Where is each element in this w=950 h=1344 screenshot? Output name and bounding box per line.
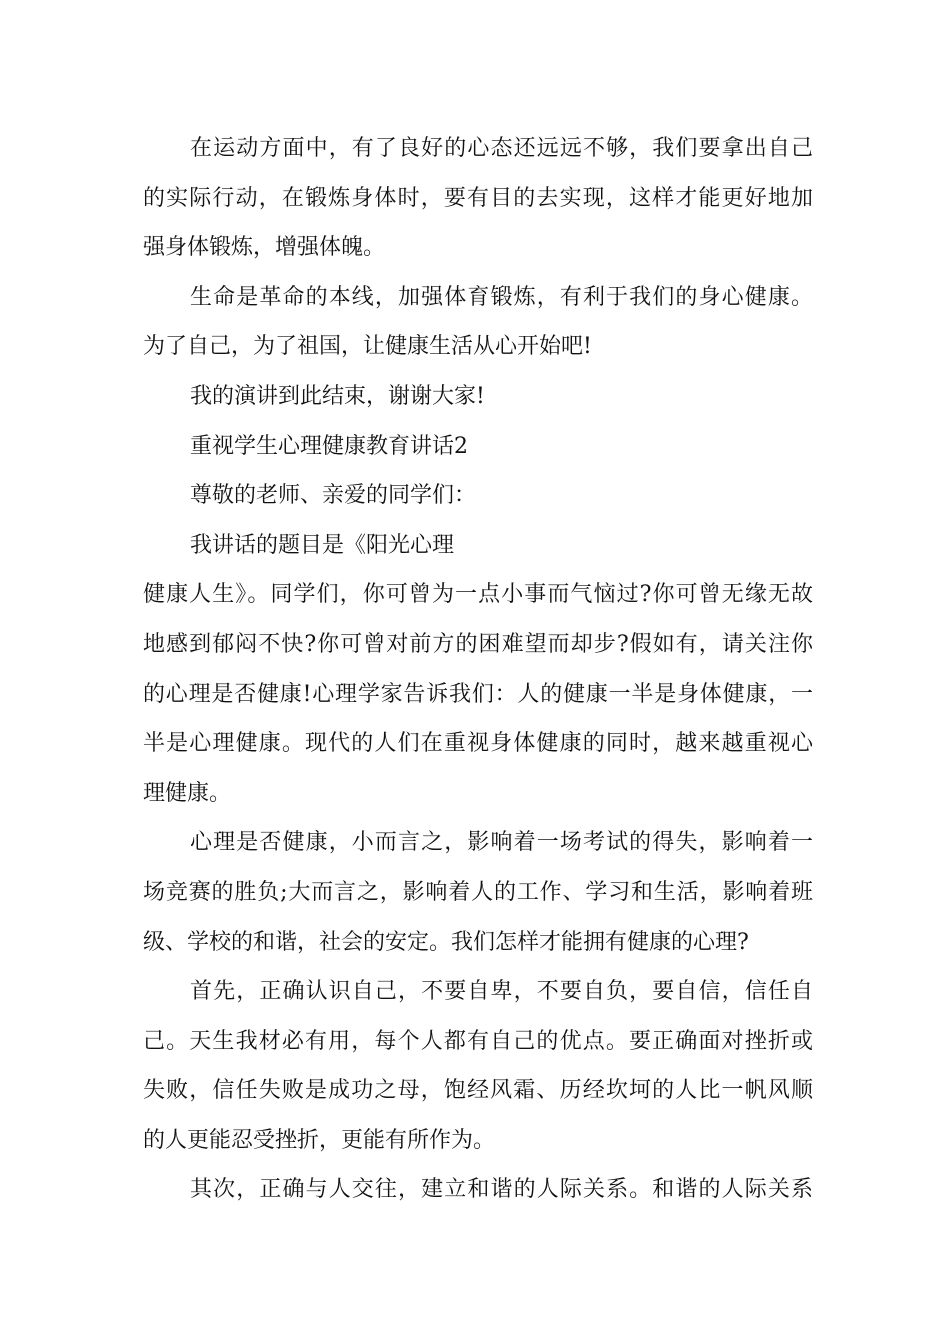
paragraph-line: 的心理是否健康!心理学家告诉我们：人的健康一半是身体健康，一 xyxy=(143,681,813,707)
salutation-line: 尊敬的老师、亲爱的同学们： xyxy=(190,483,477,509)
paragraph-line: 我讲话的题目是《阳光心理 xyxy=(190,532,455,558)
paragraph-line: 健康人生》。同学们，你可曾为一点小事而气恼过?你可曾无缘无故 xyxy=(143,582,813,608)
paragraph-line: 在运动方面中，有了良好的心态还远远不够，我们要拿出自己 xyxy=(190,136,813,161)
document-body xyxy=(143,124,813,1215)
paragraph-line: 我的演讲到此结束，谢谢大家! xyxy=(190,383,485,409)
paragraph-line: 场竞赛的胜负;大而言之，影响着人的工作、学习和生活，影响着班 xyxy=(143,879,813,905)
paragraph-line: 半是心理健康。现代的人们在重视身体健康的同时，越来越重视心 xyxy=(143,731,813,757)
paragraph-line: 地感到郁闷不快?你可曾对前方的困难望而却步?假如有，请关注你 xyxy=(143,631,813,657)
paragraph-line: 级、学校的和谐，社会的安定。我们怎样才能拥有健康的心理? xyxy=(143,929,749,955)
paragraph-line: 失败，信任失败是成功之母，饱经风霜、历经坎坷的人比一帆风顺 xyxy=(143,1078,813,1104)
section-heading: 重视学生心理健康教育讲话2 xyxy=(190,433,468,459)
paragraph-line: 理健康。 xyxy=(143,780,232,806)
paragraph-line: 其次，正确与人交往，建立和谐的人际关系。和谐的人际关系 xyxy=(190,1177,813,1203)
paragraph-line: 生命是革命的本线，加强体育锻炼，有利于我们的身心健康。 xyxy=(190,284,813,310)
paragraph-line: 心理是否健康，小而言之，影响着一场考试的得失，影响着一 xyxy=(190,830,813,856)
paragraph-line: 的实际行动，在锻炼身体时，要有目的去实现，这样才能更好地加 xyxy=(143,185,813,211)
paragraph-line: 的人更能忍受挫折，更能有所作为。 xyxy=(143,1127,496,1153)
paragraph-line: 首先，正确认识自己，不要自卑，不要自负，要自信，信任自 xyxy=(190,979,813,1005)
paragraph-line: 己。天生我材必有用，每个人都有自己的优点。要正确面对挫折或 xyxy=(143,1028,813,1054)
paragraph-line: 为了自己，为了祖国，让健康生活从心开始吧! xyxy=(143,334,592,360)
paragraph-line: 强身体锻炼，增强体魄。 xyxy=(143,235,386,261)
